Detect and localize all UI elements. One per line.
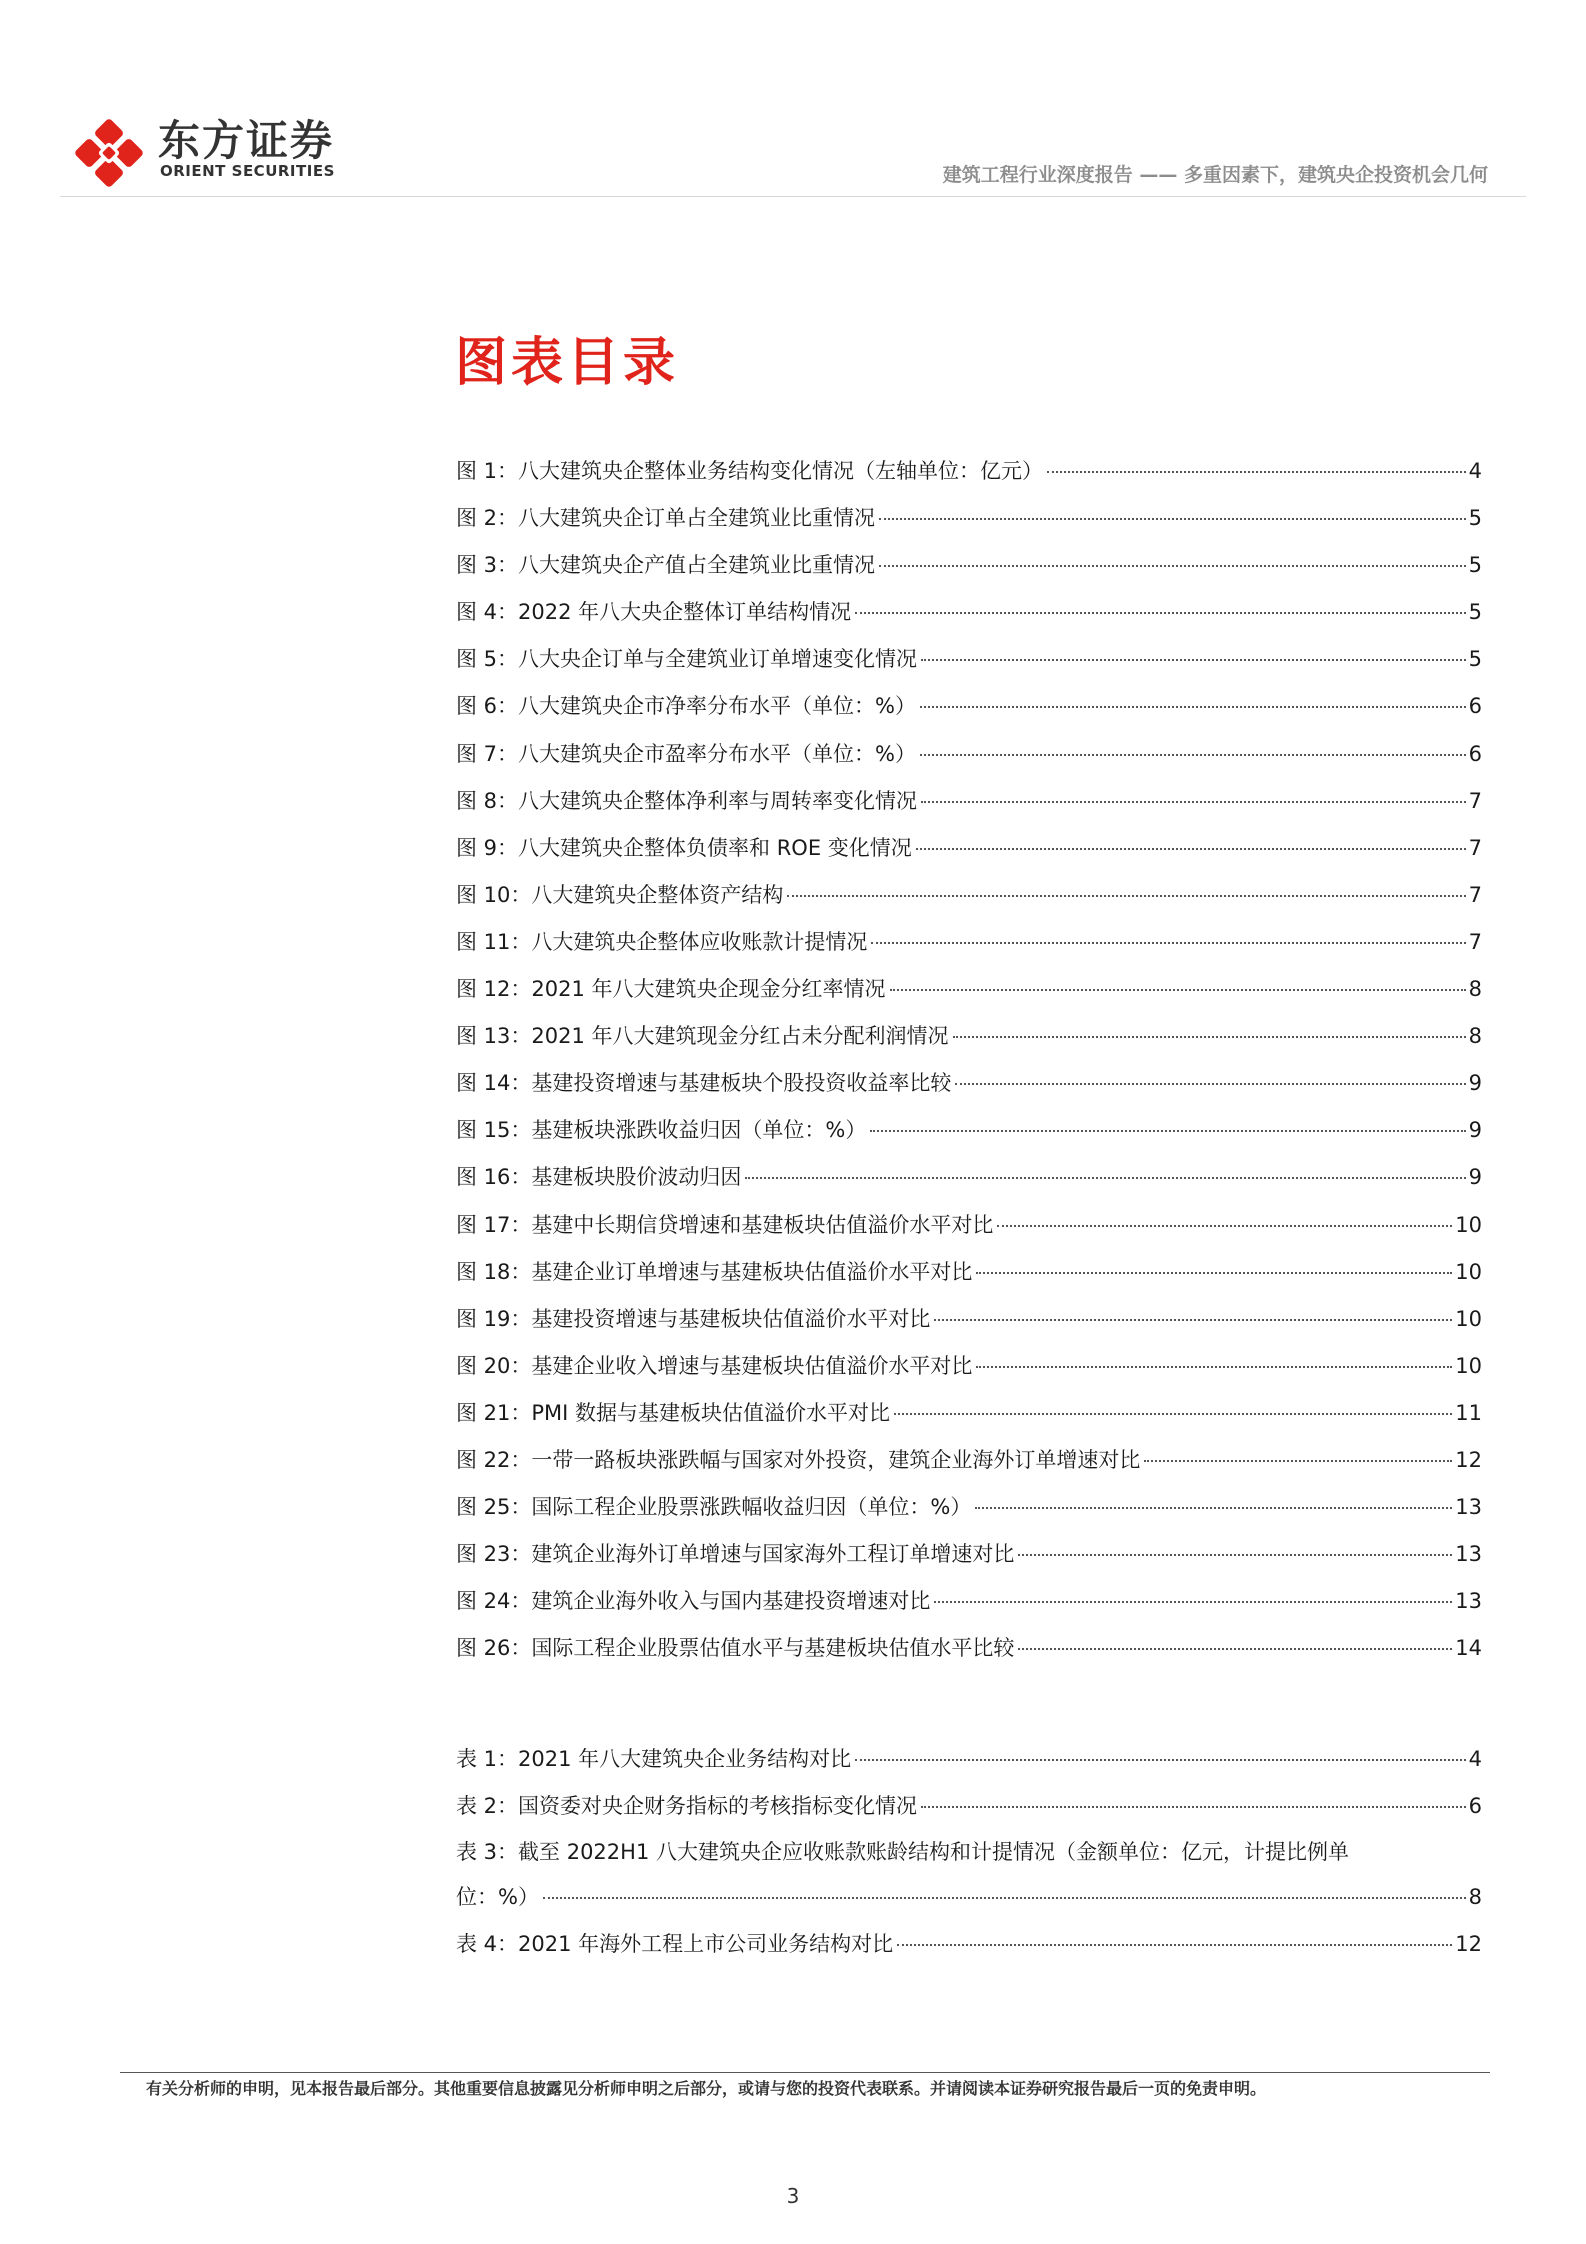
toc-entry-label: 图 9：八大建筑央企整体负债率和 ROE 变化情况 bbox=[456, 835, 912, 860]
toc-entry[interactable] bbox=[456, 731, 1482, 778]
toc-entry-page: 10 bbox=[1455, 1353, 1482, 1378]
leader-dots bbox=[745, 1177, 1465, 1179]
toc-entry[interactable] bbox=[456, 1013, 1482, 1060]
toc-entry[interactable] bbox=[456, 1578, 1482, 1625]
leader-dots bbox=[955, 1083, 1465, 1085]
toc-entry[interactable] bbox=[456, 1390, 1482, 1437]
toc-entry-page: 5 bbox=[1468, 506, 1482, 531]
leader-dots bbox=[1018, 1554, 1452, 1556]
toc-entry-label: 图 19：基建投资增速与基建板块估值溢价水平对比 bbox=[456, 1306, 931, 1331]
toc-entry[interactable] bbox=[456, 542, 1482, 589]
leader-dots bbox=[920, 706, 1466, 708]
toc-entry-page: 6 bbox=[1468, 694, 1482, 719]
toc-entry-label: 图 24：建筑企业海外收入与国内基建投资增速对比 bbox=[456, 1589, 931, 1614]
toc-entry[interactable] bbox=[456, 589, 1482, 636]
toc-entry[interactable] bbox=[456, 1736, 1482, 1783]
toc-entry-label: 表 1：2021 年八大建筑央企业务结构对比 bbox=[456, 1747, 852, 1771]
toc-entry-label: 图 1：八大建筑央企整体业务结构变化情况（左轴单位：亿元） bbox=[456, 459, 1044, 483]
toc-entry[interactable] bbox=[456, 1437, 1482, 1484]
toc-entry[interactable] bbox=[456, 1625, 1482, 1672]
toc-entry-page: 4 bbox=[1468, 459, 1482, 483]
leader-dots bbox=[953, 1036, 1466, 1038]
leader-dots bbox=[787, 895, 1465, 897]
toc-entry-page: 13 bbox=[1455, 1495, 1482, 1520]
toc-entry[interactable] bbox=[456, 1296, 1482, 1343]
leader-dots bbox=[1144, 1460, 1452, 1462]
toc-entry[interactable] bbox=[456, 1060, 1482, 1107]
toc-entry[interactable] bbox=[456, 1484, 1482, 1531]
toc-entry-page: 10 bbox=[1455, 1259, 1482, 1284]
toc-entry-label: 图 11：八大建筑央企整体应收账款计提情况 bbox=[456, 929, 868, 954]
leader-dots bbox=[975, 1507, 1452, 1509]
toc-entry-page: 12 bbox=[1455, 1932, 1482, 1957]
toc-entry-page: 5 bbox=[1468, 600, 1482, 625]
toc-entry[interactable] bbox=[456, 1531, 1482, 1578]
toc-entry-page: 8 bbox=[1468, 977, 1482, 1002]
toc-entry[interactable] bbox=[456, 1921, 1482, 1968]
toc-entry-page: 7 bbox=[1468, 882, 1482, 907]
leader-dots bbox=[894, 1413, 1452, 1415]
toc-entry-label: 图 5：八大央企订单与全建筑业订单增速变化情况 bbox=[456, 647, 918, 672]
toc-entry-label: 表 3：截至 2022H1 八大建筑央企应收账款账龄结构和计提情况（金额单位：亿元，计提比例单 bbox=[456, 1840, 1349, 1865]
toc-entry[interactable] bbox=[456, 1830, 1482, 1921]
toc-entry[interactable] bbox=[456, 1202, 1482, 1249]
toc-entry-label: 图 4：2022 年八大央企整体订单结构情况 bbox=[456, 600, 852, 625]
toc-entry-label: 图 25：国际工程企业股票涨跌幅收益归因（单位：%） bbox=[456, 1495, 972, 1520]
leader-dots bbox=[921, 1806, 1466, 1808]
toc-entry-label: 图 7：八大建筑央企市盈率分布水平（单位：%） bbox=[456, 741, 916, 766]
toc-entry-page: 9 bbox=[1468, 1165, 1482, 1190]
toc-entry-page: 7 bbox=[1468, 835, 1482, 860]
toc-entry[interactable] bbox=[456, 448, 1482, 495]
page-number: 3 bbox=[786, 2184, 800, 2208]
leader-dots bbox=[934, 1601, 1452, 1603]
leader-dots bbox=[1018, 1648, 1452, 1650]
toc-entry[interactable] bbox=[456, 1154, 1482, 1201]
toc-entry[interactable] bbox=[456, 1343, 1482, 1390]
toc-title: 图表目录 bbox=[455, 333, 680, 393]
toc-entry[interactable] bbox=[456, 495, 1482, 542]
toc-entry-page: 10 bbox=[1455, 1212, 1482, 1237]
header-divider bbox=[60, 196, 1526, 197]
leader-dots bbox=[855, 612, 1465, 614]
toc-entry-page: 4 bbox=[1468, 1747, 1482, 1771]
toc-entry-page: 8 bbox=[1468, 1024, 1482, 1049]
toc-entry[interactable] bbox=[456, 919, 1482, 966]
figure-list bbox=[456, 448, 1482, 1672]
toc-entry-label: 图 16：基建板块股价波动归因 bbox=[456, 1165, 742, 1190]
disclaimer: 有关分析师的申明，见本报告最后部分。其他重要信息披露见分析师申明之后部分，或请与您的投资代表联系。并请阅读本证券研究报告最后一页的免责申明。 bbox=[146, 2079, 1267, 2098]
toc-entry-page: 5 bbox=[1468, 553, 1482, 578]
leader-dots bbox=[921, 659, 1466, 661]
toc-entry[interactable] bbox=[456, 1783, 1482, 1830]
toc-entry-label: 图 13：2021 年八大建筑现金分红占未分配利润情况 bbox=[456, 1024, 949, 1049]
leader-dots bbox=[897, 1944, 1452, 1946]
leader-dots bbox=[855, 1759, 1465, 1761]
brand-name-cn: 东方证券 bbox=[158, 116, 335, 165]
toc-entry-page: 14 bbox=[1455, 1636, 1482, 1661]
toc-entry-page: 5 bbox=[1468, 647, 1482, 672]
toc-entry-page: 13 bbox=[1455, 1589, 1482, 1614]
toc-entry-page: 8 bbox=[1468, 1885, 1482, 1910]
leader-dots bbox=[879, 565, 1466, 567]
toc-entry-page: 6 bbox=[1468, 741, 1482, 766]
toc-entry[interactable] bbox=[456, 778, 1482, 825]
toc-entry[interactable] bbox=[456, 825, 1482, 872]
toc-entry-label: 图 6：八大建筑央企市净率分布水平（单位：%） bbox=[456, 694, 916, 719]
toc-entry-label: 图 14：基建投资增速与基建板块个股投资收益率比较 bbox=[456, 1071, 952, 1096]
toc-entry-label: 图 17：基建中长期信贷增速和基建板块估值溢价水平对比 bbox=[456, 1212, 994, 1237]
leader-dots bbox=[879, 518, 1466, 520]
toc-entry[interactable] bbox=[456, 683, 1482, 730]
toc-entry-label: 图 26：国际工程企业股票估值水平与基建板块估值水平比较 bbox=[456, 1636, 1015, 1661]
leader-dots bbox=[976, 1366, 1452, 1368]
brand-name-en: ORIENT SECURITIES bbox=[160, 162, 335, 180]
toc-entry[interactable] bbox=[456, 966, 1482, 1013]
toc-entry-label: 图 22：一带一路板块涨跌幅与国家对外投资，建筑企业海外订单增速对比 bbox=[456, 1447, 1141, 1472]
toc-entry-label: 图 8：八大建筑央企整体净利率与周转率变化情况 bbox=[456, 788, 918, 813]
report-title: 建筑工程行业深度报告 —— 多重因素下，建筑央企投资机会几何 bbox=[942, 164, 1488, 186]
toc-entry-page: 9 bbox=[1468, 1071, 1482, 1096]
footer-divider bbox=[120, 2072, 1490, 2073]
toc-entry-label: 图 3：八大建筑央企产值占全建筑业比重情况 bbox=[456, 553, 876, 578]
toc-entry-page: 10 bbox=[1455, 1306, 1482, 1331]
leader-dots bbox=[920, 754, 1466, 756]
toc-entry-label: 表 2：国资委对央企财务指标的考核指标变化情况 bbox=[456, 1794, 918, 1819]
leader-dots bbox=[934, 1319, 1452, 1321]
leader-dots bbox=[921, 801, 1466, 803]
toc-entry-label: 图 21：PMI 数据与基建板块估值溢价水平对比 bbox=[456, 1400, 891, 1425]
leader-dots bbox=[870, 1130, 1465, 1132]
toc-entry-page: 6 bbox=[1468, 1794, 1482, 1819]
toc-entry-page: 9 bbox=[1468, 1118, 1482, 1143]
toc-entry-label-cont: 位：%） bbox=[456, 1885, 539, 1910]
leader-dots bbox=[976, 1272, 1452, 1274]
toc-entry-label: 图 10：八大建筑央企整体资产结构 bbox=[456, 882, 784, 907]
toc-entry-page: 7 bbox=[1468, 929, 1482, 954]
toc-entry-label: 图 2：八大建筑央企订单占全建筑业比重情况 bbox=[456, 506, 876, 531]
toc-entry-page: 11 bbox=[1455, 1400, 1482, 1425]
leader-dots bbox=[1047, 471, 1466, 473]
toc-entry-label: 图 23：建筑企业海外订单增速与国家海外工程订单增速对比 bbox=[456, 1542, 1015, 1567]
toc-entry[interactable] bbox=[456, 872, 1482, 919]
leader-dots bbox=[997, 1225, 1452, 1227]
toc-entry[interactable] bbox=[456, 636, 1482, 683]
toc-entry-label: 图 18：基建企业订单增速与基建板块估值溢价水平对比 bbox=[456, 1259, 973, 1284]
toc-entry-label: 图 12：2021 年八大建筑央企现金分红率情况 bbox=[456, 977, 886, 1002]
toc-entry-page: 12 bbox=[1455, 1447, 1482, 1472]
toc-entry-label: 图 15：基建板块涨跌收益归因（单位：%） bbox=[456, 1118, 867, 1143]
orient-logo-icon bbox=[68, 112, 150, 194]
leader-dots bbox=[890, 989, 1466, 991]
leader-dots bbox=[543, 1897, 1466, 1899]
toc-entry-page: 7 bbox=[1468, 788, 1482, 813]
toc-entry[interactable] bbox=[456, 1249, 1482, 1296]
toc-entry-page: 13 bbox=[1455, 1542, 1482, 1567]
table-list bbox=[456, 1736, 1482, 1968]
toc-entry[interactable] bbox=[456, 1107, 1482, 1154]
toc-entry-label: 表 4：2021 年海外工程上市公司业务结构对比 bbox=[456, 1932, 894, 1957]
leader-dots bbox=[916, 848, 1466, 850]
leader-dots bbox=[871, 942, 1465, 944]
toc-entry-label: 图 20：基建企业收入增速与基建板块估值溢价水平对比 bbox=[456, 1353, 973, 1378]
